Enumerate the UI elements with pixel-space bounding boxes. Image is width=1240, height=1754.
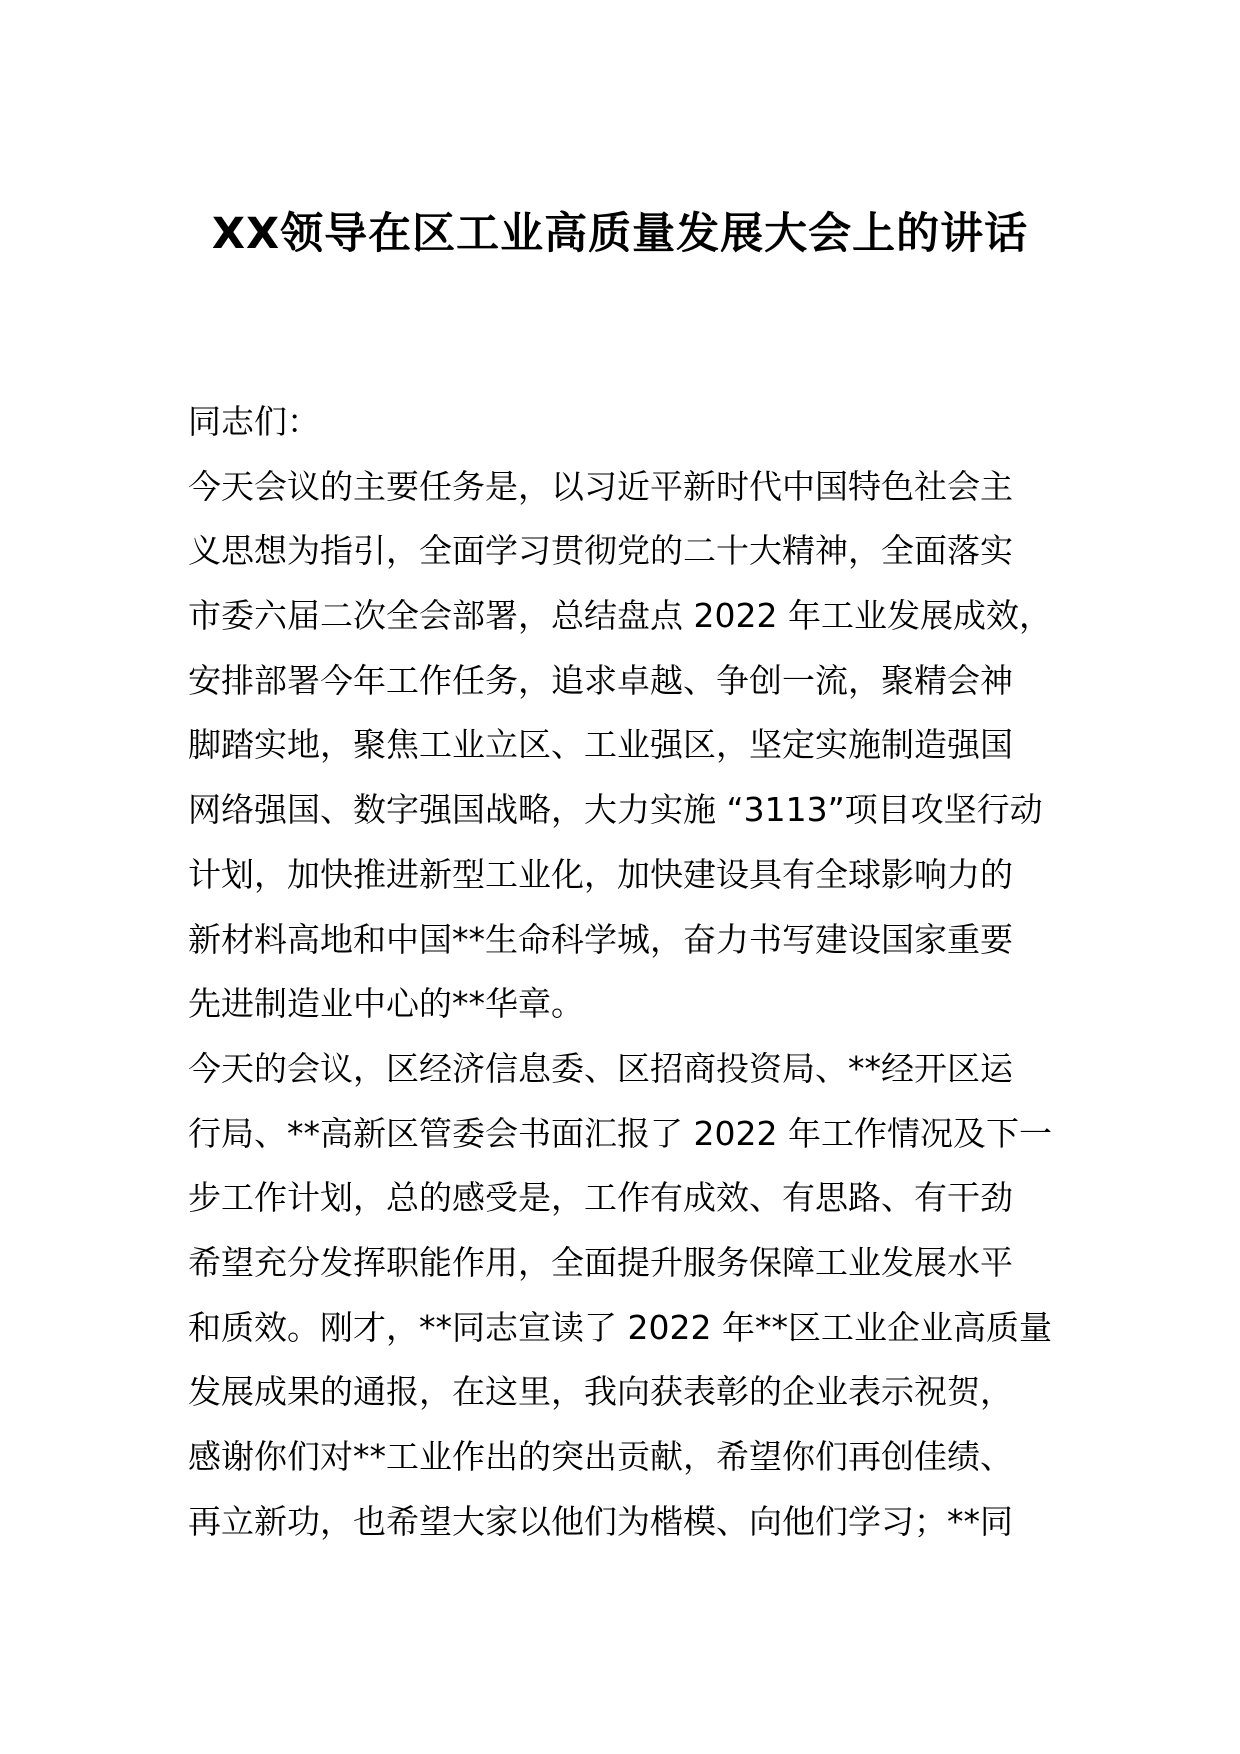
document-body [188, 390, 1068, 1554]
body-line: 行局、**高新区管委会书面汇报了 2022 年工作情况及下一 [188, 1113, 1052, 1153]
body-line: 脚踏实地，聚焦工业立区、工业强区，坚定实施制造强国 [188, 725, 1013, 765]
document-title: XX领导在区工业高质量发展大会上的讲话 [211, 209, 1029, 259]
body-line: 再立新功，也希望大家以他们为楷模、向他们学习；**同 [188, 1501, 1013, 1541]
body-line: 今天的会议，区经济信息委、区招商投资局、**经开区运 [188, 1048, 1013, 1088]
body-line: 安排部署今年工作任务，追求卓越、争创一流，聚精会神 [188, 660, 1013, 700]
body-line: 市委六届二次全会部署，总结盘点 2022 年工业发展成效， [188, 596, 1052, 636]
body-line: 网络强国、数字强国战略，大力实施 “3113”项目攻坚行动 [188, 790, 1043, 830]
body-line: 先进制造业中心的**华章。 [188, 984, 584, 1024]
body-line: 发展成果的通报，在这里，我向获表彰的企业表示祝贺， [188, 1372, 1013, 1412]
body-line: 计划，加快推进新型工业化，加快建设具有全球影响力的 [188, 854, 1013, 894]
body-line: 今天会议的主要任务是，以习近平新时代中国特色社会主 [188, 466, 1013, 506]
body-line: 义思想为指引，全面学习贯彻党的二十大精神，全面落实 [188, 531, 1013, 571]
body-line: 感谢你们对**工业作出的突出贡献，希望你们再创佳绩、 [188, 1437, 1013, 1476]
body-line: 步工作计划，总的感受是，工作有成效、有思路、有干劲 [188, 1178, 1013, 1218]
body-line: 希望充分发挥职能作用，全面提升服务保障工业发展水平 [188, 1242, 1013, 1282]
body-line: 和质效。刚才，**同志宣读了 2022 年**区工业企业高质量 [188, 1307, 1052, 1347]
body-line: 同志们： [188, 402, 320, 441]
body-line: 新材料高地和中国**生命科学城，奋力书写建设国家重要 [188, 919, 1013, 959]
